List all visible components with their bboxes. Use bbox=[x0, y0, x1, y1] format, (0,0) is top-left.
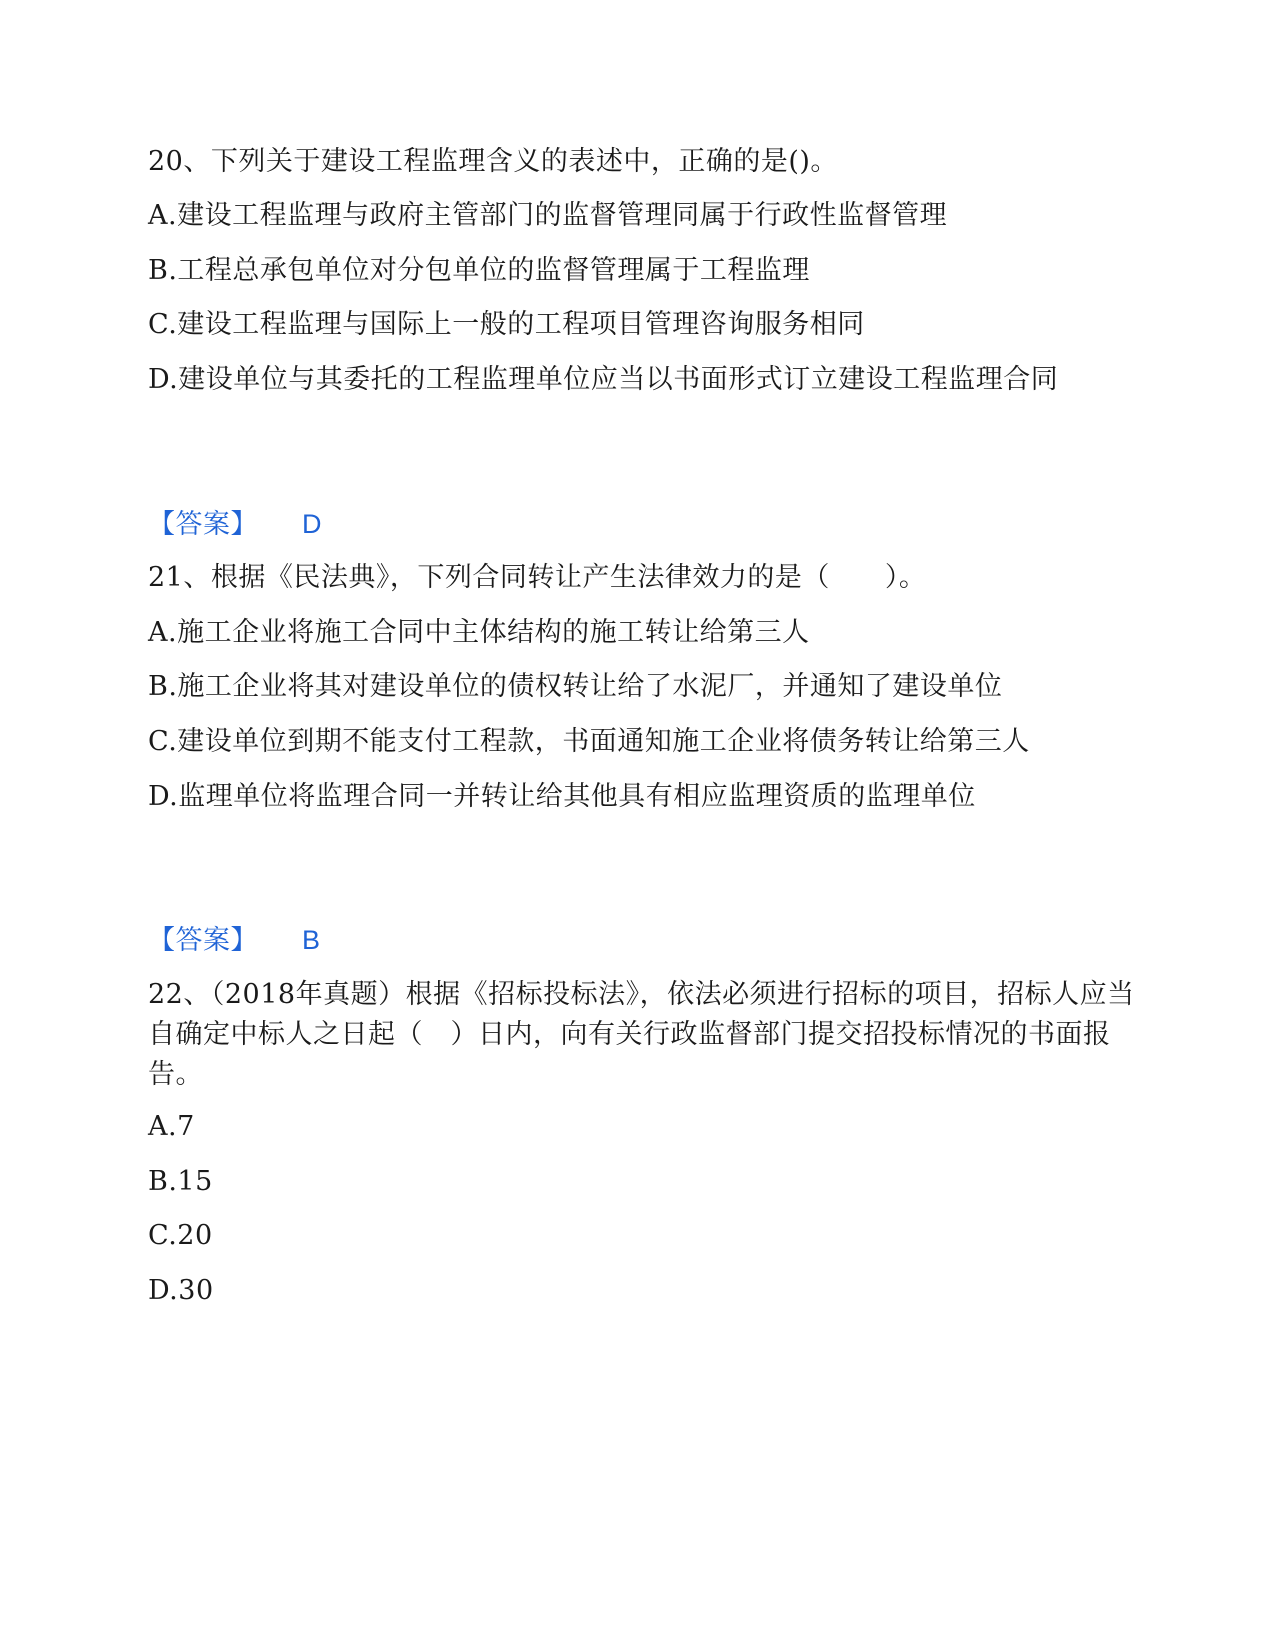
answer-label: 【答案】 bbox=[148, 925, 258, 956]
question-21-option-b: B.施工企业将其对建设单位的债权转让给了水泥厂，并通知了建设单位 bbox=[148, 671, 1003, 702]
question-21-option-a: A.施工企业将施工合同中主体结构的施工转让给第三人 bbox=[148, 617, 810, 648]
question-21-answer-row bbox=[148, 921, 321, 960]
question-21-option-c: C.建设单位到期不能支付工程款，书面通知施工企业将债务转让给第三人 bbox=[148, 726, 1030, 757]
question-22-option-a: A.7 bbox=[148, 1111, 195, 1142]
answer-label: 【答案】 bbox=[148, 509, 258, 540]
question-20-answer-row bbox=[148, 505, 322, 544]
question-21-option-d: D.监理单位将监理合同一并转让给其他具有相应监理资质的监理单位 bbox=[148, 781, 976, 812]
question-20-option-b: B.工程总承包单位对分包单位的监督管理属于工程监理 bbox=[148, 255, 810, 286]
question-22-stem: 22、（2018年真题）根据《招标投标法》，依法必须进行招标的项目，招标人应当自确定中标人之日起（ ）日内，向有关行政监督部门提交招投标情况的书面报告。 bbox=[148, 979, 1135, 1090]
question-20-option-a: A.建设工程监理与政府主管部门的监督管理同属于行政性监督管理 bbox=[148, 200, 948, 231]
question-20-option-d: D.建设单位与其委托的工程监理单位应当以书面形式订立建设工程监理合同 bbox=[148, 364, 1059, 395]
answer-value: B bbox=[302, 925, 321, 955]
question-21-stem: 21、根据《民法典》，下列合同转让产生法律效力的是（ ）。 bbox=[148, 562, 927, 593]
question-20-stem: 20、下列关于建设工程监理含义的表述中，正确的是()。 bbox=[148, 146, 838, 177]
question-22-option-d: D.30 bbox=[148, 1275, 214, 1306]
answer-value: D bbox=[302, 509, 322, 539]
question-22-option-b: B.15 bbox=[148, 1166, 213, 1197]
question-22-option-c: C.20 bbox=[148, 1220, 213, 1251]
question-20-option-c: C.建设工程监理与国际上一般的工程项目管理咨询服务相同 bbox=[148, 309, 865, 340]
